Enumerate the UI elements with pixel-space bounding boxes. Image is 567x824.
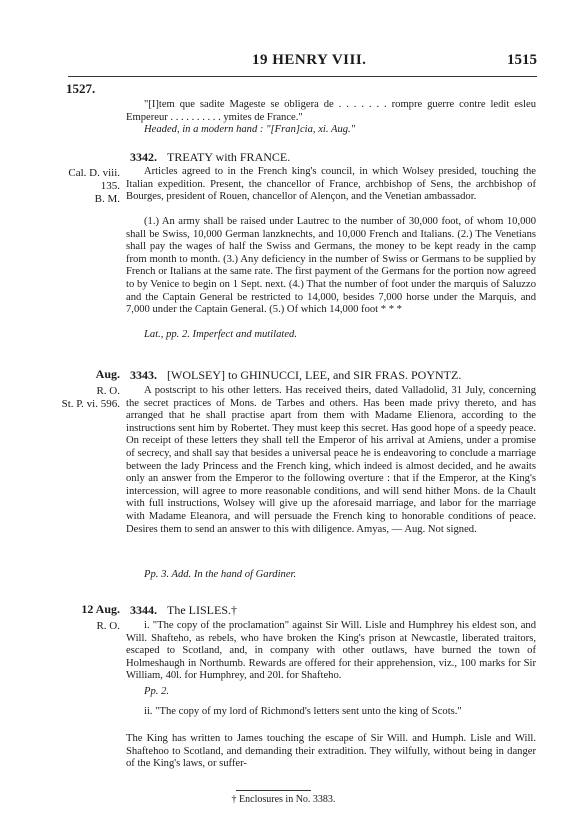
intro-quote: "[I]tem que sadite Mageste se obligera de . . . . . . . rompre guerre contre ledit esleu Empereur . . . . . . . . . . ymites de France." — [126, 99, 536, 123]
entry-paragraph: ii. "The copy of my lord of Richmond's letters sent unto the king of Scots." — [144, 706, 462, 717]
margin-line: R. O. — [96, 385, 120, 397]
footnote: † Enclosures in No. 3383. — [231, 794, 336, 805]
entry-note: Lat., pp. 2. Imperfect and mutilated. — [144, 329, 298, 340]
footnote-rule — [236, 790, 311, 791]
page-header — [0, 52, 567, 72]
entry-paragraph: (1.) An army shall be raised under Lautrec to the number of 30,000 foot, of whom 10,000 shall be Swiss, 10,000 German lanzknechts, and 10,000 French and Italians. (2.) The Venetians shall pay the wages of half the Swiss and Germans, the money to be kept ready in the camp from month to month. (3.) Any deficiency in the number of Swiss or Germans to be supplied by French or Italians at the same rate. The first payment of the Germans for the portion now agreed to by Venice to begin on 1 Sept. next. (4.) That the number of foot under the marquis of Saluzzo and the Captain General be restricted to 14,000, besides 7,000 horse under the Marquis, and 7,000 under the Captain General. (5.) Of which 14,000 foot * * * — [126, 216, 536, 316]
page-number: 1515 — [507, 52, 537, 68]
entry-number: 3342. — [130, 150, 157, 164]
margin-date: 12 Aug. — [81, 602, 120, 616]
margin-line: B. M. — [94, 193, 120, 205]
margin-reference: R. O. — [96, 620, 120, 632]
entry-paragraph: The King has written to James touching the escape of Sir Will. and Humph. Lisle and Will. Shaftehoo to Scotland, and demanding their extradition. They wilfully, without being in danger of the King's laws, or suffer- — [126, 733, 536, 770]
entry-note: Pp. 3. Add. In the hand of Gardiner. — [144, 569, 297, 580]
margin-line: St. P. vi. 596. — [61, 398, 120, 410]
margin-line: Cal. D. viii. — [68, 167, 120, 179]
margin-date: Aug. — [95, 367, 120, 381]
entry-heading — [130, 368, 461, 383]
entry-title: The LISLES.† — [167, 603, 237, 617]
entry-heading — [130, 150, 290, 165]
margin-reference — [60, 167, 120, 206]
entry-number: 3343. — [130, 368, 157, 382]
margin-reference — [60, 385, 120, 411]
entry-paragraph: i. "The copy of the proclamation" against Sir Will. Lisle and Humphrey his eldest son, and Will. Shafteho, as rebels, who have broken the King's prison at Newcastle, liberated traitors, escaped to Scotland, and, in company with other outlaws, have burned the town of Holmeshaugh in Northumb. Rewards are offered for their apprehension, viz., 100 marks for Sir William, 40l. for Humphrey, and 20l. for Shafteho. — [126, 620, 536, 682]
entry-paragraph: A postscript to his other letters. Has received theirs, dated Valladolid, 31 July, concerning the secret practices of Mons. de Tarbes and others. Has been made privy thereto, and has arranged that he shall practise apart from them with Madame Elienora, according to the instructions sent him by Robertet. They must keep this secret. Has good hope of a speedy peace. On receipt of these letters they shall tell the Emperor of his arrival at Amiens, under a promise of secrecy, and shall say that besides a universal peace he is endeavoring to conclude a marriage between the lady Princess and the French king, which indeed is almost decided, and he awaits only an answer from the Emperor to the following overture : that if the Emperor, at the King's intercession, will agree to more reasonable conditions, and will send hither Mons. de la Chault with full instructions, Wolsey will give up the aforesaid marriage, and labor for the marriage with Madame Eleanora, and will persuade the French king to honorable conditions of peace. Desires them to send an answer to this with diligence. Amyas, — Aug. Not signed. — [126, 385, 536, 535]
margin-line: 135. — [100, 180, 120, 192]
header-rule — [68, 76, 537, 77]
entry-note: Pp. 2. — [144, 686, 170, 697]
entry-title: TREATY with FRANCE. — [167, 150, 291, 164]
entry-paragraph: Articles agreed to in the French king's council, in which Wolsey presided, touching the Italian expedition. Present, the chancellor of France, archbishop of Sens, the archbishop of Bourges, president of Rouen, chancellor of Alençon, and the Venetian ambassador. — [126, 166, 536, 203]
entry-number: 3344. — [130, 603, 157, 617]
year-marker: 1527. — [66, 81, 96, 96]
entry-heading — [130, 603, 237, 618]
running-title: 19 HENRY VIII. — [252, 52, 367, 68]
entry-title: [WOLSEY] to GHINUCCI, LEE, and SIR FRAS. POYNTZ. — [167, 368, 462, 382]
intro-headed-note: Headed, in a modern hand : "[Fran]cia, xi. Aug." — [144, 124, 356, 135]
